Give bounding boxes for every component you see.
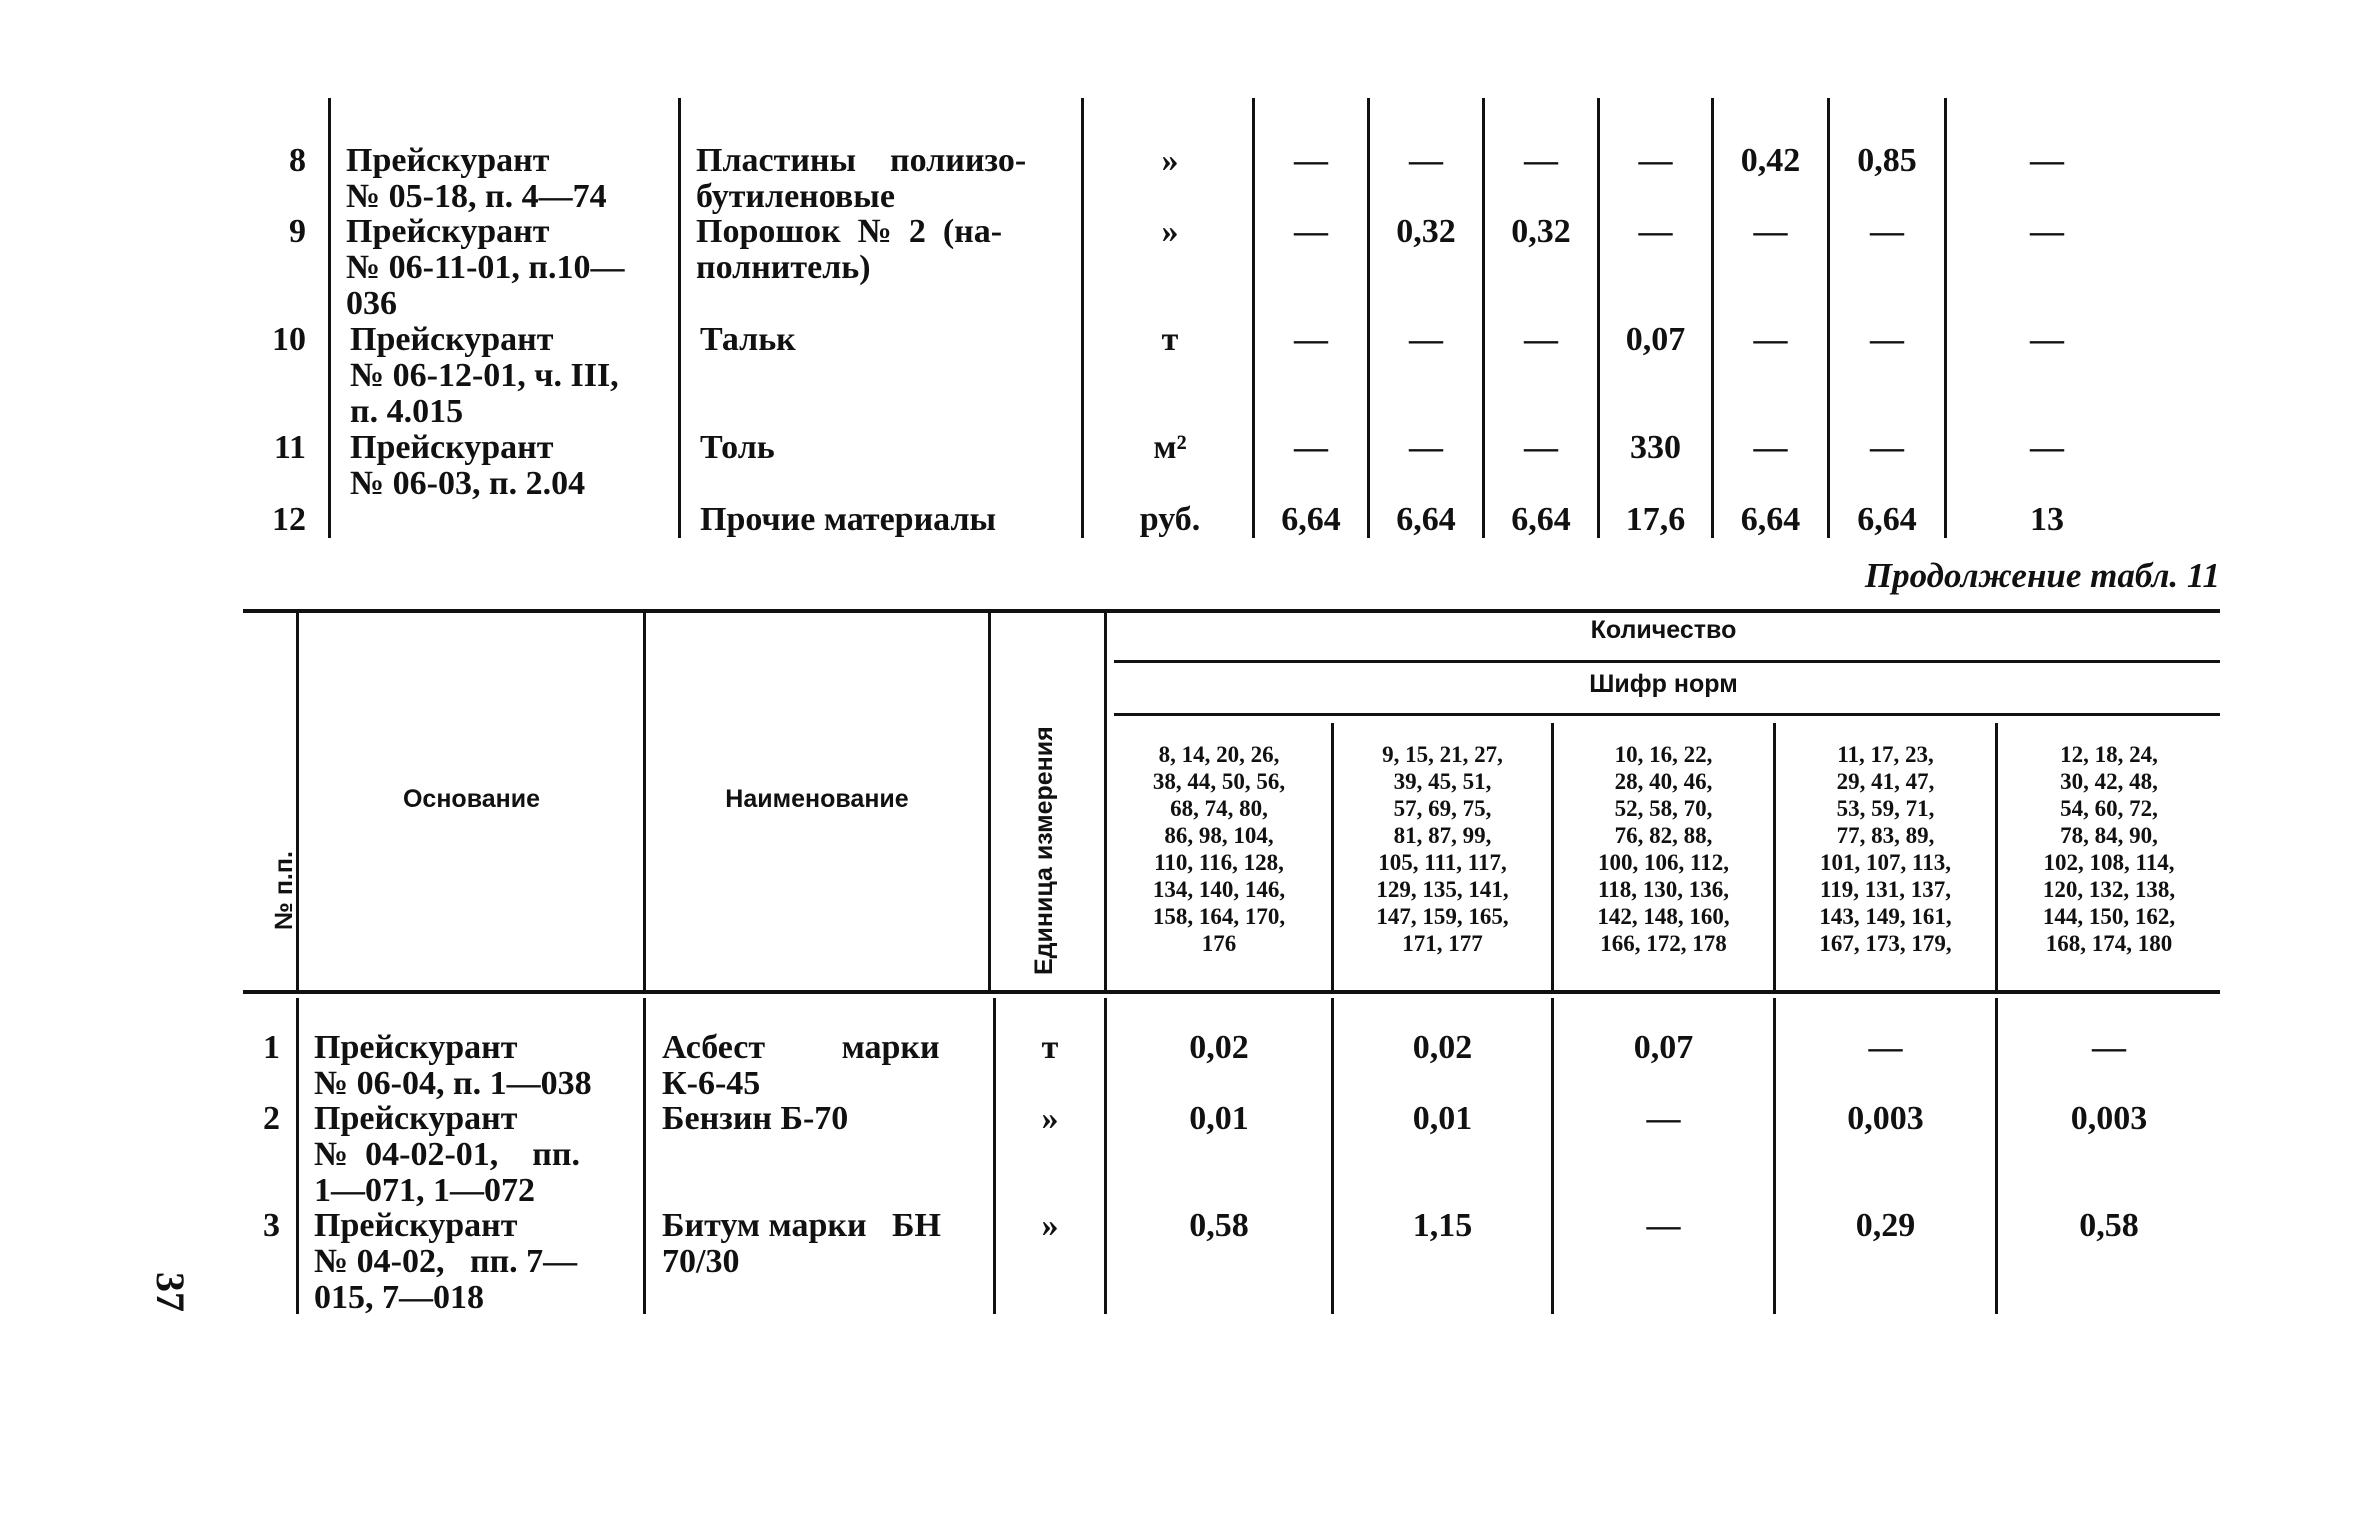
value-cell: — <box>1524 429 1558 466</box>
value-cell: 6,64 <box>1740 501 1801 538</box>
unit-cell: » <box>1161 213 1179 250</box>
basis-cell: Прейскурант № 06-03, п. 2.04 <box>350 429 586 502</box>
norm-codes-cell: 12, 18, 24, 30, 42, 48, 54, 60, 72, 78, 84, 90, 102, 108, 114, 120, 132, 138, 144, 150, 162, 168, 174, 180 <box>2042 742 2176 956</box>
row-number: 2 <box>263 1100 280 1137</box>
value-cell: 1,15 <box>1412 1207 1473 1244</box>
value-cell: 17,6 <box>1625 501 1686 538</box>
unit-cell: » <box>1041 1100 1059 1137</box>
row-number: 8 <box>289 142 306 179</box>
continuation-caption: Продолжение табл. 11 <box>1864 556 2220 595</box>
value-cell: — <box>1753 429 1788 466</box>
name-cell: Прочие материалы <box>700 501 997 538</box>
value-cell: — <box>1646 1207 1681 1244</box>
row-number: 3 <box>263 1207 280 1244</box>
unit-cell: т <box>1041 1029 1059 1066</box>
name-cell: Битум марки БН 70/30 <box>662 1207 941 1280</box>
basis-cell: Прейскурант № 06-11-01, п.10— 036 <box>346 213 625 322</box>
unit-cell: м² <box>1153 429 1187 466</box>
name-cell: Тальк <box>700 321 796 358</box>
norm-codes-cell: 8, 14, 20, 26, 38, 44, 50, 56, 68, 74, 80, 86, 98, 104, 110, 116, 128, 134, 140, 146, 158, 164, 170, 176 <box>1152 742 1286 956</box>
value-cell: 0,003 <box>1847 1100 1924 1137</box>
name-cell: Толь <box>700 429 775 466</box>
value-cell: 6,64 <box>1396 501 1456 538</box>
value-cell: — <box>1294 429 1328 466</box>
name-cell: Бензин Б-70 <box>662 1100 849 1137</box>
value-cell: 330 <box>1630 429 1681 466</box>
name-column-header: Наименование <box>725 785 909 813</box>
value-cell: — <box>1524 321 1558 358</box>
value-cell: 0,07 <box>1625 321 1686 358</box>
name-cell: Пластины полиизо- бутиленовые <box>696 142 1027 215</box>
value-cell: 0,58 <box>2079 1207 2139 1244</box>
value-cell: — <box>1294 142 1328 179</box>
value-cell: 6,64 <box>1857 501 1917 538</box>
num-column-header: № п.п. <box>270 851 298 930</box>
value-cell: — <box>1646 1100 1681 1137</box>
row-number: 9 <box>289 213 306 250</box>
value-cell: — <box>1409 321 1443 358</box>
value-cell: — <box>2030 429 2064 466</box>
value-cell: — <box>1638 142 1673 179</box>
row-number: 10 <box>272 321 306 358</box>
codes-label-header: Шифр норм <box>1589 670 1738 698</box>
value-cell: — <box>2092 1029 2126 1066</box>
norm-codes-cell: 11, 17, 23, 29, 41, 47, 53, 59, 71, 77, 83, 89, 101, 107, 113, 119, 131, 137, 143, 149, 161, 167, 173, 179, <box>1819 742 1952 956</box>
value-cell: — <box>1870 213 1904 250</box>
value-cell: — <box>1638 213 1673 250</box>
value-cell: — <box>1294 321 1328 358</box>
basis-cell: Прейскурант № 04-02, пп. 7— 015, 7—018 <box>314 1207 578 1316</box>
value-cell: — <box>1753 213 1788 250</box>
name-cell: Асбест марки К-6-45 <box>662 1029 940 1102</box>
page-number: 37 <box>148 1272 193 1312</box>
value-cell: — <box>1870 321 1904 358</box>
value-cell: — <box>1868 1029 1903 1066</box>
value-cell: 0,29 <box>1855 1207 1916 1244</box>
basis-cell: Прейскурант № 04-02-01, пп. 1—071, 1—072 <box>314 1100 580 1209</box>
value-cell: 13 <box>2030 501 2064 538</box>
value-cell: 0,85 <box>1857 142 1917 179</box>
basis-cell: Прейскурант № 06-12-01, ч. III, п. 4.015 <box>350 321 619 430</box>
value-cell: 0,003 <box>2070 1100 2148 1137</box>
unit-cell: руб. <box>1139 501 1201 538</box>
value-cell: — <box>1409 429 1443 466</box>
basis-cell: Прейскурант № 05-18, п. 4—74 <box>346 142 607 215</box>
value-cell: 0,32 <box>1396 213 1456 250</box>
value-cell: 0,01 <box>1189 1100 1249 1137</box>
norm-codes-cell: 10, 16, 22, 28, 40, 46, 52, 58, 70, 76, 82, 88, 100, 106, 112, 118, 130, 136, 142, 148, 160, 166, 172, 178 <box>1597 742 1730 956</box>
value-cell: — <box>1753 321 1788 358</box>
value-cell: — <box>1524 142 1558 179</box>
name-cell: Порошок № 2 (на- полнитель) <box>696 213 1003 286</box>
value-cell: 0,02 <box>1412 1029 1473 1066</box>
unit-cell: » <box>1161 142 1179 179</box>
value-cell: 0,01 <box>1412 1100 1473 1137</box>
unit-cell: т <box>1161 321 1179 358</box>
value-cell: — <box>1294 213 1328 250</box>
row-number: 1 <box>263 1029 280 1066</box>
basis-cell: Прейскурант № 06-04, п. 1—038 <box>314 1029 592 1102</box>
row-number: 12 <box>272 501 306 538</box>
value-cell: — <box>2030 321 2064 358</box>
value-cell: — <box>2030 142 2064 179</box>
basis-column-header: Основание <box>402 785 541 813</box>
value-cell: 6,64 <box>1281 501 1341 538</box>
value-cell: 0,02 <box>1189 1029 1249 1066</box>
value-cell: 0,58 <box>1189 1207 1249 1244</box>
unit-cell: » <box>1041 1207 1059 1244</box>
value-cell: — <box>1870 429 1904 466</box>
value-cell: — <box>1409 142 1443 179</box>
quantity-header: Количество <box>1590 616 1737 644</box>
norm-codes-cell: 9, 15, 21, 27, 39, 45, 51, 57, 69, 75, 81, 87, 99, 105, 111, 117, 129, 135, 141, 147, 159, 165, 171, 177 <box>1376 742 1509 956</box>
value-cell: — <box>2030 213 2064 250</box>
value-cell: 0,32 <box>1511 213 1571 250</box>
unit-column-header: Единица измерения <box>1030 726 1058 975</box>
value-cell: 6,64 <box>1511 501 1571 538</box>
value-cell: 0,42 <box>1740 142 1801 179</box>
value-cell: 0,07 <box>1633 1029 1694 1066</box>
row-number: 11 <box>273 429 306 466</box>
